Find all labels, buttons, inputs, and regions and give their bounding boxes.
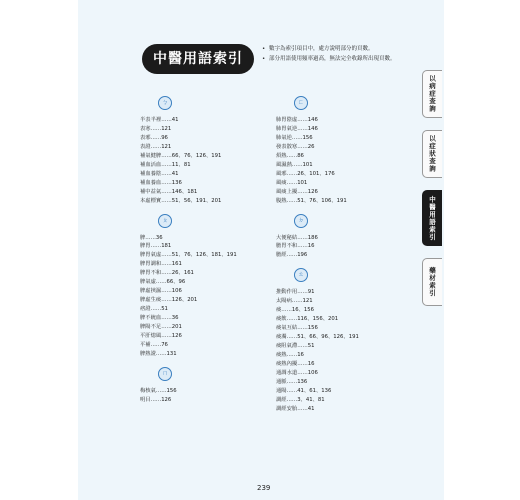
index-entry: 通調水道……106 (276, 369, 318, 376)
section-marker-icon: ㄆ (158, 214, 172, 228)
index-entry: 風邪……26、101、176 (276, 170, 335, 177)
index-entry: 推動作用……91 (276, 289, 315, 296)
index-section (276, 96, 388, 206)
index-entry: 肺胃氣逆……146 (276, 125, 318, 132)
index-entry: 太陽病……121 (276, 298, 313, 305)
index-entry: 肺氣逆……156 (276, 134, 313, 141)
index-entry: 脾熱證……131 (140, 350, 177, 357)
index-entry: 表邪……96 (140, 134, 168, 141)
index-entry: 脾……36 (140, 234, 163, 241)
index-entry: 發表散寒……26 (276, 143, 315, 150)
index-section (276, 268, 388, 413)
index-section (276, 214, 388, 261)
note-text: 部分用語使用頻率過高，無法完全收錄所出現頁數。 (269, 55, 396, 62)
index-entry: 腹熱……51、76、106、191 (276, 197, 347, 204)
section-marker-icon: ㄊ (294, 268, 308, 282)
index-entry: 補血養血……136 (140, 179, 182, 186)
index-entry: 脾氣虛……66、96 (140, 279, 186, 286)
index-entry: 痰……16、156 (276, 307, 315, 314)
index-entry: 本虛標實……51、56、191、201 (140, 197, 222, 204)
tab-tcm-terms[interactable]: 中醫用語索引 (422, 190, 442, 246)
page-background (78, 0, 444, 500)
index-entry: 脾虛挾濕……106 (140, 288, 182, 295)
tab-herbs[interactable]: 藥材索引 (422, 258, 442, 306)
index-section (140, 214, 252, 359)
index-entry: 風痰……101 (276, 179, 308, 186)
page-number: 239 (257, 484, 271, 492)
index-entry: 明目……126 (140, 396, 172, 403)
note-text: 數字為索引項目中，處方說明部分的頁數。 (269, 46, 374, 52)
index-section (140, 367, 252, 405)
tab-symptom[interactable]: 以症狀查詢 (422, 130, 442, 178)
section-marker-icon: ㄈ (294, 96, 308, 110)
index-entry: 肺胃陰虛……146 (276, 117, 318, 123)
tab-disease[interactable]: 以病症查詢 (422, 70, 442, 118)
index-entry: 痰氣互結……156 (276, 325, 318, 332)
index-column-right (276, 96, 388, 422)
side-tabs (422, 0, 444, 500)
notes (262, 45, 412, 64)
index-entry: 梅核氣……156 (140, 387, 177, 394)
index-entry: 脾不統血……36 (140, 315, 179, 322)
index-entry: 半表半裡……41 (140, 117, 179, 123)
index-entry: 補氣健脾……66、76、126、191 (140, 152, 222, 159)
index-entry: 表寒……121 (140, 125, 172, 132)
index-entry: 風濕熱……101 (276, 161, 313, 168)
index-entry: 痰阻氣滯……51 (276, 343, 315, 350)
index-column-left (140, 96, 252, 413)
note-item (262, 45, 412, 54)
index-entry: 脾虛生痰……126、201 (140, 297, 198, 304)
index-entry: 痞證……51 (140, 306, 168, 313)
index-entry: 膽經……196 (276, 252, 308, 259)
bullet-icon: • (262, 46, 266, 52)
index-entry: 風痰上擾……126 (276, 188, 318, 195)
index-entry: 補血活血……11、81 (140, 161, 191, 168)
index-section (140, 96, 252, 206)
note-item (262, 55, 412, 64)
index-entry: 痰飲……116、156、201 (276, 316, 339, 323)
index-entry: 脾陽不足……201 (140, 324, 182, 331)
section-marker-icon: ㄅ (158, 96, 172, 110)
index-entry: 平肝熄風……126 (140, 333, 182, 340)
index-entry: 痰熱內擾……16 (276, 361, 315, 368)
index-entry: 補血養陰……41 (140, 170, 179, 177)
index-entry: 調經……3、41、81 (276, 396, 325, 403)
index-entry: 脾胃氣虛……51、76、126、181、191 (140, 252, 237, 259)
index-entry: 煩熱……86 (276, 152, 304, 159)
index-entry: 通脈……136 (276, 378, 308, 385)
index-entry: 表證……121 (140, 143, 172, 150)
section-marker-icon: ㄇ (158, 367, 172, 381)
index-entry: 膽胃不和……16 (276, 243, 315, 250)
index-entry: 痰熱……16 (276, 352, 304, 359)
index-entry: 平補……76 (140, 341, 168, 348)
index-entry: 通陽……41、61、136 (276, 387, 332, 394)
index-entry: 痰濁……51、66、96、126、191 (276, 334, 359, 341)
index-entry: 脾胃……181 (140, 243, 172, 250)
section-marker-icon: ㄉ (294, 214, 308, 228)
index-entry: 脾胃不和……26、161 (140, 270, 194, 277)
bullet-icon: • (262, 55, 266, 62)
index-entry: 脾胃調和……161 (140, 261, 182, 268)
index-entry: 補中益氣……146、181 (140, 188, 198, 195)
index-entry: 調經安胎……41 (276, 405, 315, 412)
index-entry: 大便秘結……186 (276, 234, 318, 241)
page-title: 中醫用語索引 (142, 44, 254, 74)
